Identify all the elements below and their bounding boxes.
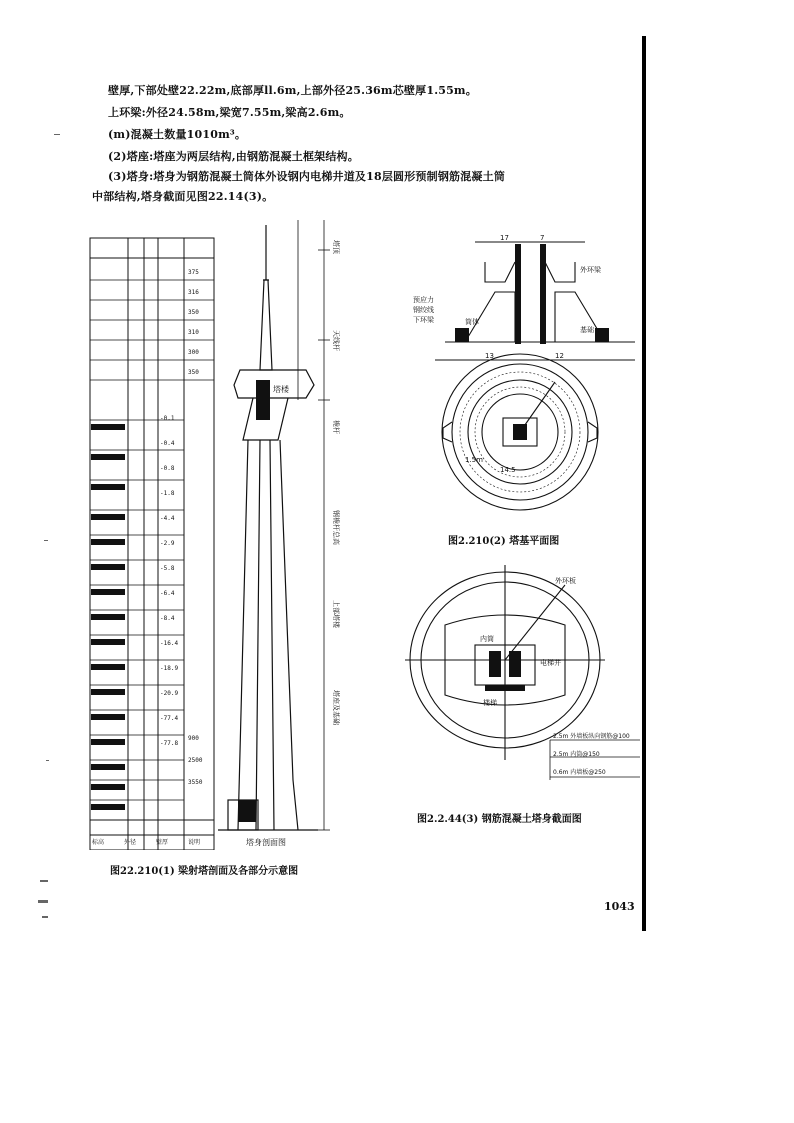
table-elevation-cell: [91, 564, 125, 570]
fig2-caption: 图2.210(2) 塔基平面图: [448, 536, 560, 547]
table-elevation-cell: [91, 639, 125, 645]
tower-section-drawing: [88, 220, 358, 850]
table-header: 外径: [124, 839, 137, 846]
table-value: -0.4: [160, 440, 175, 447]
page-number: 1043: [604, 900, 635, 913]
table-elevation-cell: [91, 764, 125, 770]
tower-cross-section-figure: [405, 565, 640, 795]
table-value: -0.1: [160, 415, 175, 422]
table-value: -5.8: [160, 565, 175, 572]
elevation-label: 钢桅杆总高: [332, 510, 340, 545]
base-plan-dimension: 14.5: [500, 466, 516, 474]
table-elevation-cell: [91, 804, 125, 810]
base-plan-dimension: 1.5m: [465, 456, 483, 464]
base-plan-label: 筒体: [465, 318, 479, 326]
table-value: 2500: [188, 757, 203, 764]
text-line-1: 壁厚,下部处壁22.22m,底部厚ll.6m,上部外径25.36m芯壁厚1.55m。: [108, 84, 477, 97]
page-edge-rule: [642, 36, 646, 931]
table-elevation-cell: [91, 784, 125, 790]
section-label: 内筒: [480, 635, 494, 643]
fig1-caption: 图22.210(1) 梁射塔剖面及各部分示意图: [110, 866, 299, 877]
table-value: -6.4: [160, 590, 175, 597]
table-header: 壁厚: [156, 839, 169, 846]
table-elevation-cell: [91, 484, 125, 490]
tower-label: 塔楼: [273, 385, 289, 394]
table-value: 3550: [188, 779, 203, 786]
tower-base-drawing: [405, 232, 635, 512]
table-value: -0.8: [160, 465, 175, 472]
section-label: 楼梯: [483, 699, 497, 707]
table-value: 350: [188, 369, 199, 376]
elevation-label: 上部塔楼: [332, 600, 340, 628]
section-note: 2.5m 内筒@150: [553, 751, 600, 758]
table-value: 350: [188, 309, 199, 316]
table-value: -77.8: [160, 740, 179, 747]
table-value: -8.4: [160, 615, 175, 622]
table-value: -18.9: [160, 665, 179, 672]
table-elevation-cell: [91, 739, 125, 745]
base-plan-label: 基础: [580, 326, 594, 334]
table-elevation-cell: [91, 589, 125, 595]
table-elevation-cell: [91, 714, 125, 720]
table-elevation-cell: [91, 614, 125, 620]
tower-section-figure: [88, 220, 358, 850]
table-header: 说明: [188, 839, 201, 846]
base-plan-dimension: 12: [555, 352, 564, 360]
section-label: 电梯井: [540, 659, 561, 667]
table-value: 310: [188, 329, 199, 336]
table-value: -20.9: [160, 690, 179, 697]
base-plan-label: 外环梁: [580, 266, 601, 274]
tower-base-figure: [405, 232, 635, 512]
table-elevation-cell: [91, 689, 125, 695]
base-plan-dimension: 13: [485, 352, 494, 360]
table-value: 375: [188, 269, 199, 276]
text-line-3: (m)混凝土数量1010m³。: [108, 128, 247, 141]
table-value: -2.9: [160, 540, 175, 547]
table-elevation-cell: [91, 514, 125, 520]
elevation-label: 桅杆: [332, 420, 340, 434]
section-bottom-label: 塔身剖面图: [246, 838, 286, 847]
base-plan-label: 预应力: [413, 296, 434, 304]
table-elevation-cell: [91, 539, 125, 545]
table-value: 300: [188, 349, 199, 356]
elevation-label: 塔座及基础: [332, 690, 340, 725]
table-value: -4.4: [160, 515, 175, 522]
table-elevation-cell: [91, 664, 125, 670]
text-line-4: (2)塔座:塔座为两层结构,由钢筋混凝土框架结构。: [108, 150, 359, 163]
table-header: 标高: [92, 839, 105, 846]
base-plan-dimension: 7: [540, 234, 545, 242]
table-elevation-cell: [91, 424, 125, 430]
table-value: -16.4: [160, 640, 179, 647]
fig3-caption: 图2.2.44(3) 钢筋混凝土塔身截面图: [417, 814, 582, 825]
base-plan-label: 钢绞线: [413, 306, 434, 314]
scan-specks: [36, 120, 66, 940]
table-value: -77.4: [160, 715, 179, 722]
text-line-6: 中部结构,塔身截面见图22.14(3)。: [92, 190, 274, 203]
elevation-label: 塔顶: [332, 240, 340, 254]
text-line-2: 上环梁:外径24.58m,梁宽7.55m,梁高2.6m。: [108, 106, 351, 119]
table-value: 316: [188, 289, 199, 296]
text-line-5: (3)塔身:塔身为钢筋混凝土筒体外设钢内电梯井道及18层圆形预制钢筋混凝土筒: [108, 170, 506, 183]
base-plan-label: 下环梁: [413, 316, 434, 324]
elevation-label: 天线杆: [332, 330, 340, 351]
table-elevation-cell: [91, 454, 125, 460]
base-plan-dimension: 17: [500, 234, 509, 242]
section-label: 外环板: [555, 577, 576, 585]
section-note: 2.5m 外墙板纵向钢筋@100: [553, 733, 630, 740]
table-value: 900: [188, 735, 199, 742]
section-note: 0.6m 内墙板@250: [553, 769, 606, 776]
table-value: -1.8: [160, 490, 175, 497]
tower-cross-section-drawing: [405, 565, 640, 795]
